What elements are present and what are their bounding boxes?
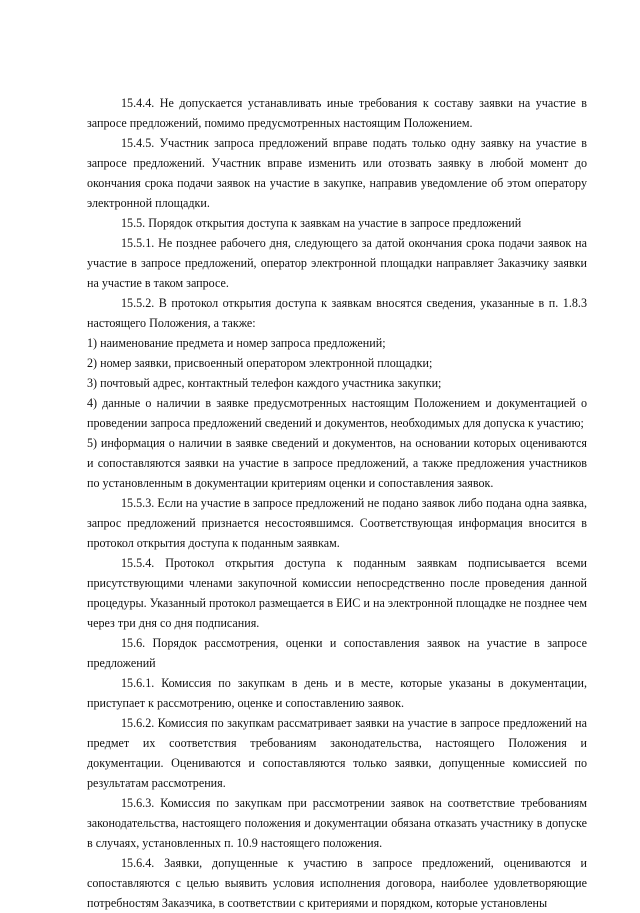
list-item-4: 4) данные о наличии в заявке предусмотренных настоящим Положением и документацией о проведении запроса предложений сведений и документов, необходимых для допуска к участию;	[87, 396, 587, 430]
list-item-1: 1) наименование предмета и номер запроса предложений;	[87, 336, 386, 350]
section-heading-15-5: 15.5. Порядок открытия доступа к заявкам на участие в запросе предложений	[121, 216, 522, 230]
list-item-2: 2) номер заявки, присвоенный оператором электронной площадки;	[87, 356, 433, 370]
paragraph-15-5-2: 15.5.2. В протокол открытия доступа к заявкам вносятся сведения, указанные в п. 1.8.3 настоящего Положения, а также:	[87, 296, 587, 330]
section-heading-15-6: 15.6. Порядок рассмотрения, оценки и сопоставления заявок на участие в запросе предложений	[87, 636, 587, 670]
paragraph-15-6-2: 15.6.2. Комиссия по закупкам рассматривает заявки на участие в запросе предложений на предмет их соответствия требованиям законодательства, настоящего Положения и документации. Оцениваются и сопоставляются только заявки, допущенные комиссией по результатам рассмотрения.	[87, 716, 587, 790]
list-item-5: 5) информация о наличии в заявке сведений и документов, на основании которых оцениваются и сопоставляются заявки на участие в запросе предложений, а также предложения участников по установленным в документации критериям оценки и сопоставления заявок.	[87, 436, 587, 490]
paragraph-15-5-1: 15.5.1. Не позднее рабочего дня, следующего за датой окончания срока подачи заявок на участие в запросе предложений, оператор электронной площадки направляет Заказчику заявки на участие в таком запросе.	[87, 236, 587, 290]
paragraph-15-4-5: 15.4.5. Участник запроса предложений вправе подать только одну заявку на участие в запросе предложений. Участник вправе изменить или отозвать заявку в любой момент до окончания срока подачи заявок на участие в закупке, направив уведомление об этом оператору электронной площадки.	[87, 136, 587, 210]
paragraph-15-6-4: 15.6.4. Заявки, допущенные к участию в запросе предложений, оцениваются и сопоставляются с целью выявить условия исполнения договора, наиболее удовлетворяющие потребностям Заказчика, в соответствии с критериями и порядком, которые установлены	[87, 856, 587, 910]
paragraph-15-5-3: 15.5.3. Если на участие в запросе предложений не подано заявок либо подана одна заявка, запрос предложений признается несостоявшимся. Соответствующая информация вносится в протокол открытия доступа к поданным заявкам.	[87, 496, 587, 550]
paragraph-15-6-1: 15.6.1. Комиссия по закупкам в день и в месте, которые указаны в документации, приступает к рассмотрению, оценке и сопоставлению заявок.	[87, 676, 587, 710]
paragraph-15-5-4: 15.5.4. Протокол открытия доступа к поданным заявкам подписывается всеми присутствующими членами закупочной комиссии непосредственно после проведения данной процедуры. Указанный протокол размещается в ЕИС и на электронной площадке не позднее чем через три дня со дня подписания.	[87, 556, 587, 630]
paragraph-15-6-3: 15.6.3. Комиссия по закупкам при рассмотрении заявок на соответствие требованиям законодательства, настоящего положения и документации обязана отказать участнику в допуске в случаях, установленных п. 10.9 настоящего положения.	[87, 796, 587, 850]
paragraph-15-4-4: 15.4.4. Не допускается устанавливать иные требования к составу заявки на участие в запросе предложений, помимо предусмотренных настоящим Положением.	[87, 96, 587, 130]
list-item-3: 3) почтовый адрес, контактный телефон каждого участника закупки;	[87, 376, 442, 390]
